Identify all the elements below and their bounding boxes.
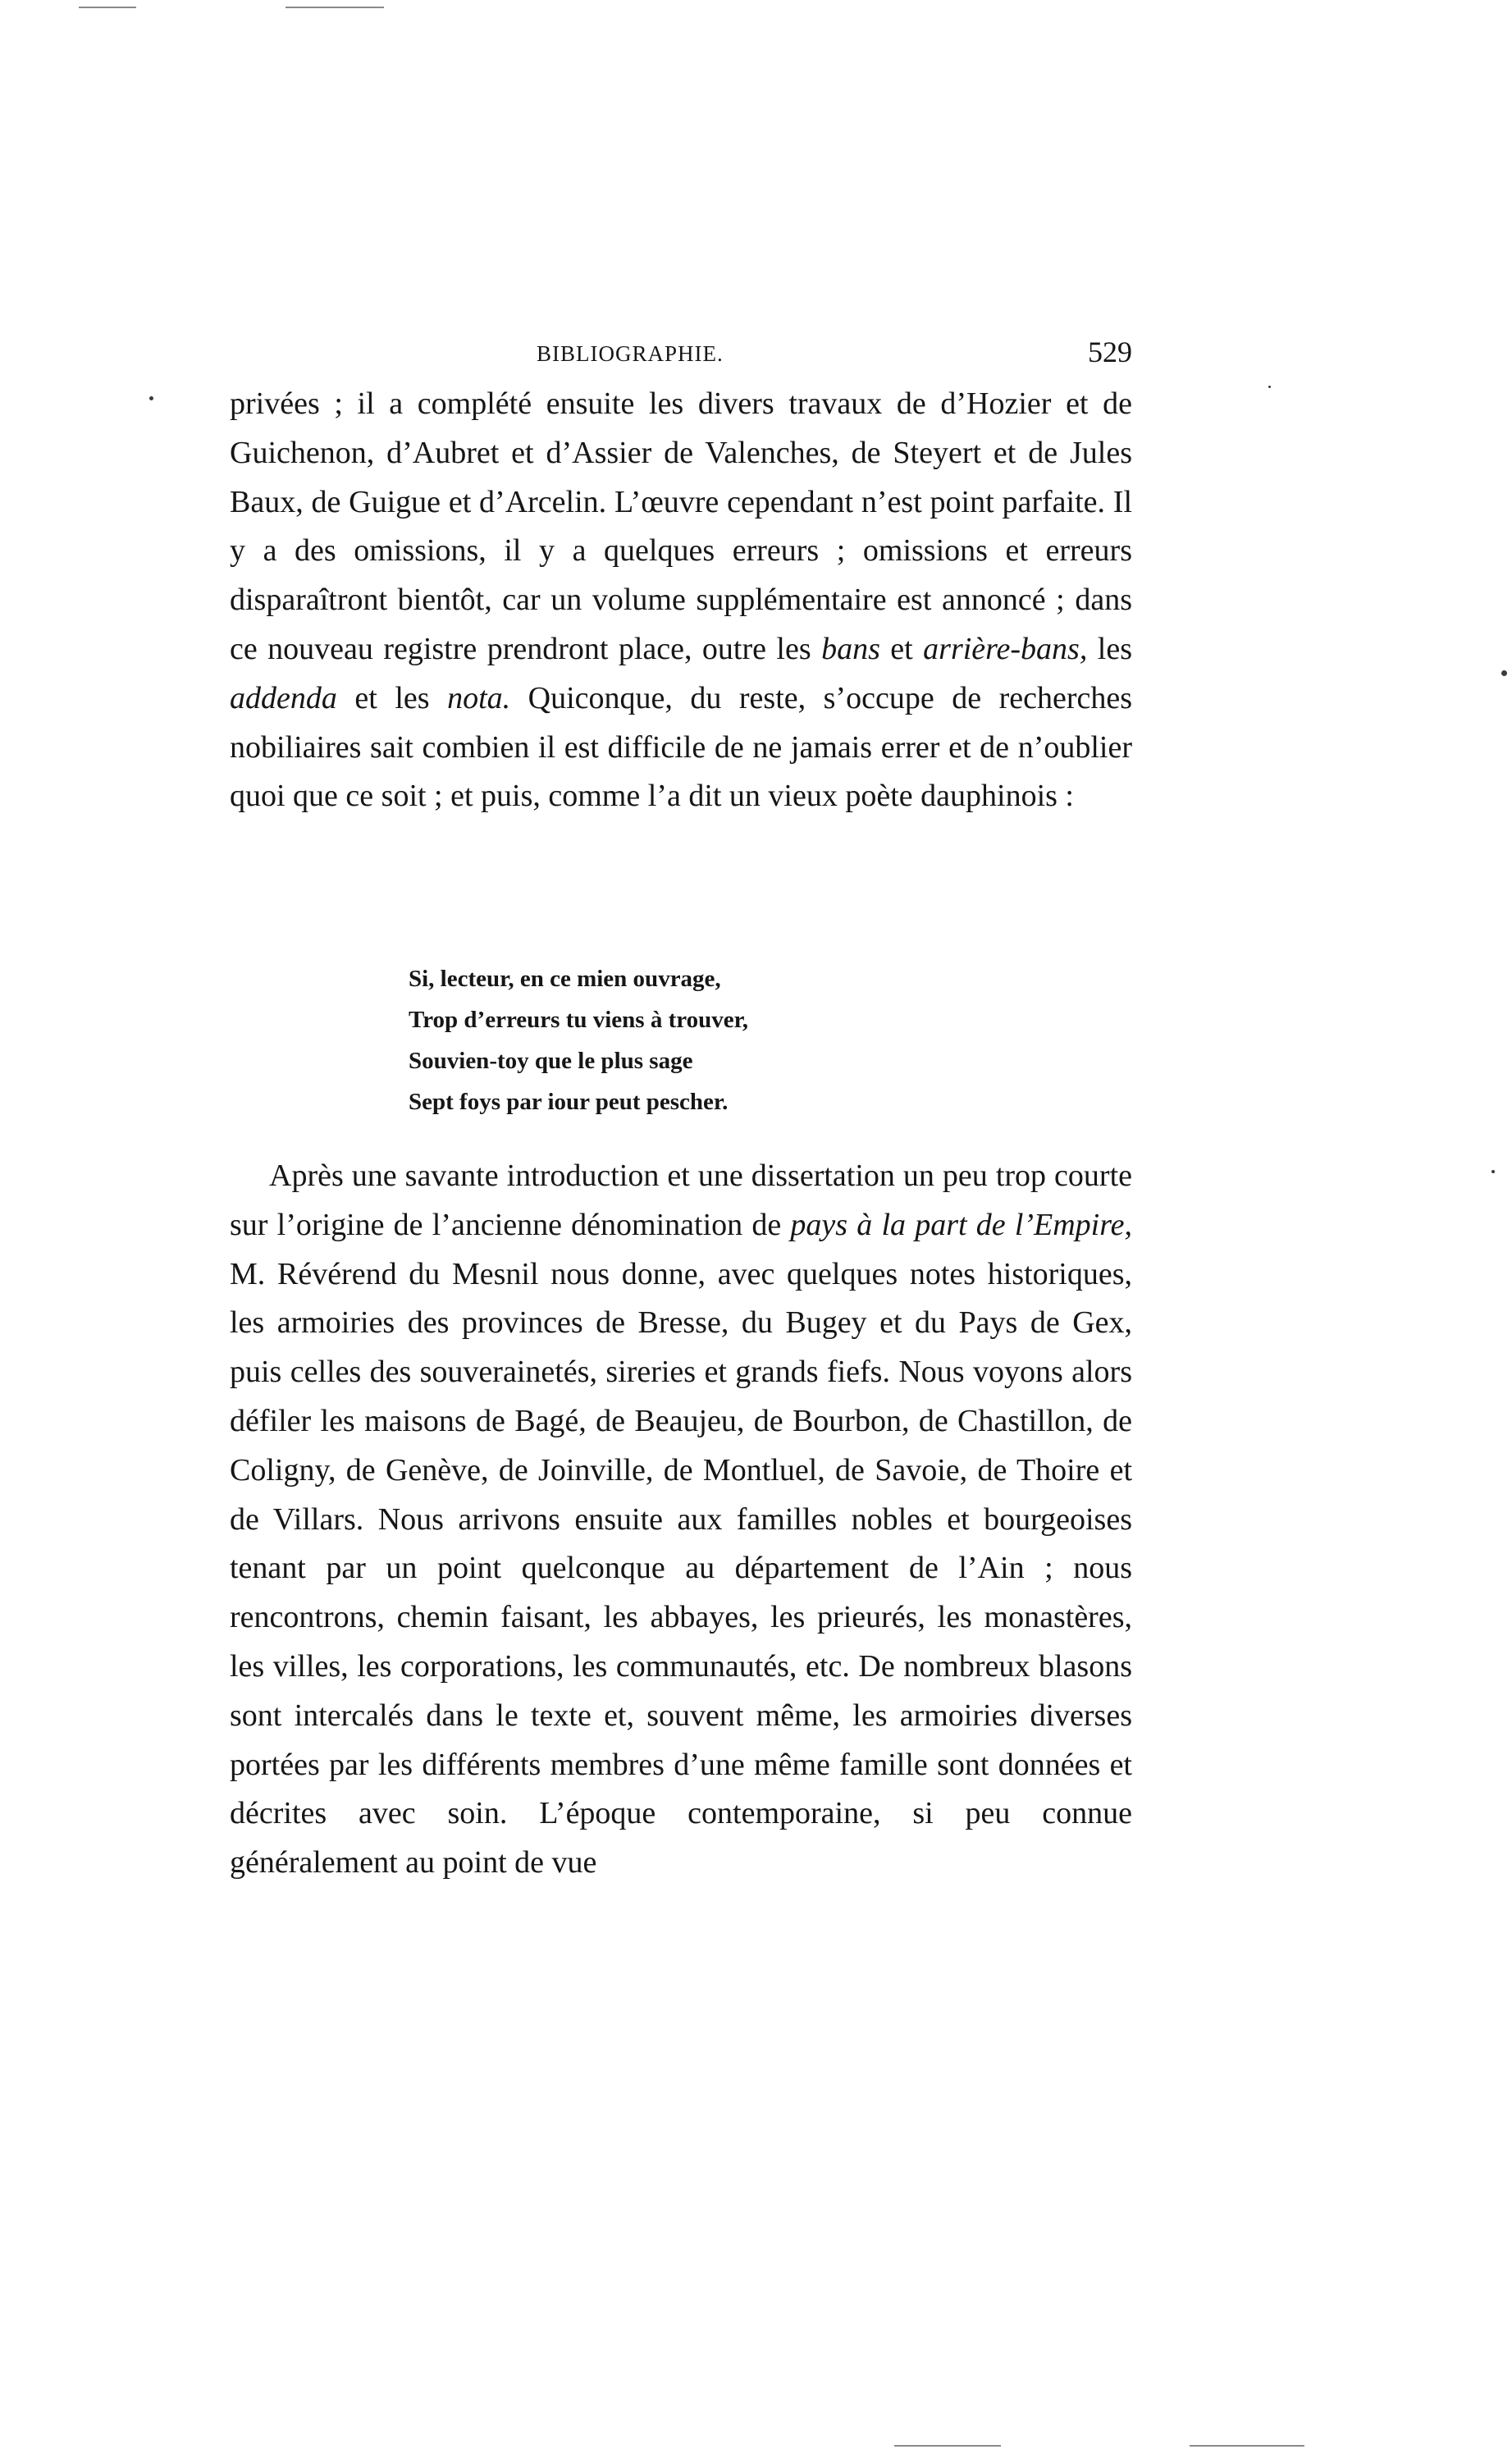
text-segment: et les [336,680,448,715]
running-title: BIBLIOGRAPHIE. [537,341,724,366]
text-segment: Quiconque, du reste, s’occupe de recherches nobiliaires sait combien il est difficile de ne jamais errer et de n’oublier quoi que ce soit ; et puis, comme l’a dit un vieux poète dauphinois : [230,680,1132,814]
scan-speck [1268,386,1271,388]
verse-line: Souvien-toy que le plus sage [409,1048,693,1074]
text-segment: Après une savante introduction et une dissertation un peu trop courte sur l’origine de l’ancienne dénomination de [230,1158,1132,1242]
italic-term: arrière-bans, [923,631,1088,666]
verse-line: Si, lecteur, en ce mien ouvrage, [409,966,721,992]
page-header [230,335,1132,376]
scan-edge-mark [79,7,136,8]
verse-line: Trop d’erreurs tu viens à trouver, [409,1007,749,1033]
italic-term: nota. [447,680,511,715]
italic-term: pays à la part de l’Empire, [790,1207,1132,1242]
text-segment: et [879,631,924,666]
scan-edge-mark [285,7,384,8]
italic-term: bans [821,631,880,666]
verse-quotation [409,958,748,1122]
scan-edge-mark [894,2445,1001,2447]
verse-line: Sept foys par iour peut pescher. [409,1089,729,1115]
scan-edge-mark [1190,2445,1304,2447]
paragraph-continued [230,380,1132,821]
text-segment: privées ; il a complété ensuite les divers travaux de d’Hozier et de Guichenon, d’Aubret et d’Assier de Valenches, de Steyert et de Jules Baux, de Guigue et d’Arcelin. L’œuvre cependant n’est point parfaite. Il y a des omissions, il y a quelques erreurs ; omissions et erreurs disparaîtront bientôt, car un volume supplémentaire est annoncé ; dans ce nouveau registre prendront place, outre les [230,386,1132,666]
page-number: 529 [1088,336,1132,368]
paragraph [230,1152,1132,1888]
scan-speck [1501,670,1507,676]
italic-term: addenda [230,680,337,715]
text-segment: les [1087,631,1132,666]
text-segment: M. Révérend du Mesnil nous donne, avec quelques notes historiques, les armoiries des provinces de Bresse, du Bugey et du Pays de Gex, puis celles des souverainetés, sireries et grands fiefs. Nous voyons alors défiler les maisons de Bagé, de Beaujeu, de Bourbon, de Chastillon, de Coligny, de Genève, de Joinville, de Montluel, de Savoie, de Thoire et de Villars. Nous arrivons ensuite aux familles nobles et bourgeoises tenant par un point quelconque au département de l’Ain ; nous rencontrons, chemin faisant, les abbayes, les prieurés, les monastères, les villes, les corporations, les communautés, etc. De nombreux blasons sont intercalés dans le texte et, souvent même, les armoiries diverses portées par les différents membres d’une même famille sont données et décrites avec soin. L’époque contemporaine, si peu connue généralement au point de vue [230,1256,1132,1880]
scan-speck [1491,1170,1495,1173]
scan-speck [149,396,153,400]
